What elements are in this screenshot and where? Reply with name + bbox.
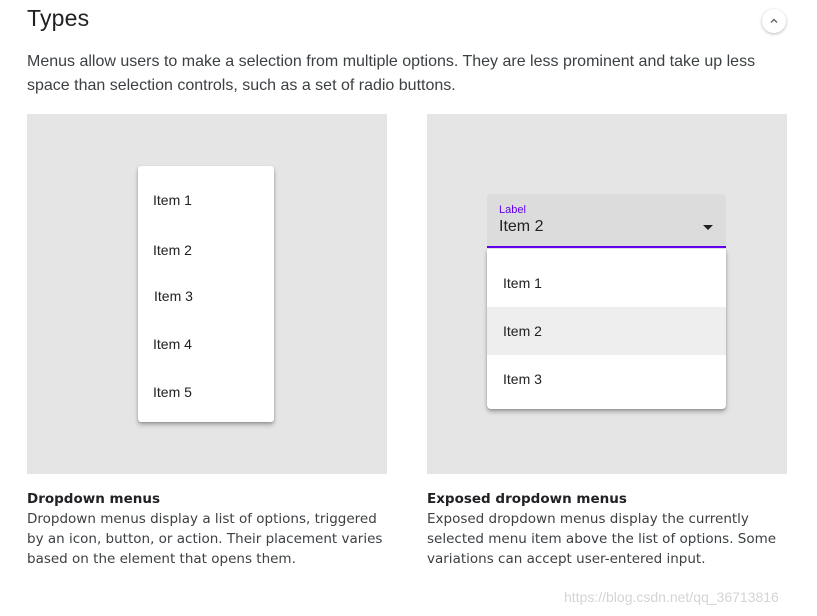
watermark: https://blog.csdn.net/qq_36713816	[564, 589, 779, 605]
caption-text: Dropdown menus display a list of options, triggered by an icon, button, or action. Their placement varies based on the element that opens them.	[27, 511, 383, 567]
dropdown-menu	[138, 166, 274, 422]
caption-text: Exposed dropdown menus display the currently selected menu item above the list of options. Some variations can accept user-entered input.	[427, 511, 777, 567]
field-value: Item 2	[499, 218, 544, 235]
menu-item[interactable]: Item 5	[153, 384, 192, 400]
chevron-up-icon	[768, 15, 780, 27]
field-label: Label	[499, 204, 526, 216]
menu-item[interactable]: Item 4	[153, 336, 192, 352]
exposed-dropdown-menu	[487, 249, 726, 409]
menu-item[interactable]: Item 1	[153, 192, 192, 208]
menu-option[interactable]: Item 3	[503, 371, 542, 387]
menu-option-selected[interactable]: Item 2	[487, 307, 726, 355]
dropdown-arrow-icon[interactable]	[703, 225, 713, 230]
dropdown-caption	[27, 489, 387, 569]
menu-option[interactable]: Item 1	[503, 275, 542, 291]
exposed-dropdown-demo-panel	[427, 114, 787, 474]
caption-title: Dropdown menus	[27, 491, 161, 507]
section-title: Types	[27, 5, 90, 31]
exposed-dropdown-field[interactable]	[487, 194, 726, 248]
intro-text: Menus allow users to make a selection from multiple options. They are less prominent and take up less space than selection controls, such as a set of radio buttons.	[27, 53, 756, 94]
caption-title: Exposed dropdown menus	[427, 491, 627, 507]
menu-item[interactable]: Item 2	[153, 242, 192, 258]
collapse-button[interactable]	[762, 9, 786, 33]
exposed-caption	[427, 489, 787, 569]
menu-item[interactable]: Item 3	[154, 288, 193, 304]
dropdown-demo-panel	[27, 114, 387, 474]
